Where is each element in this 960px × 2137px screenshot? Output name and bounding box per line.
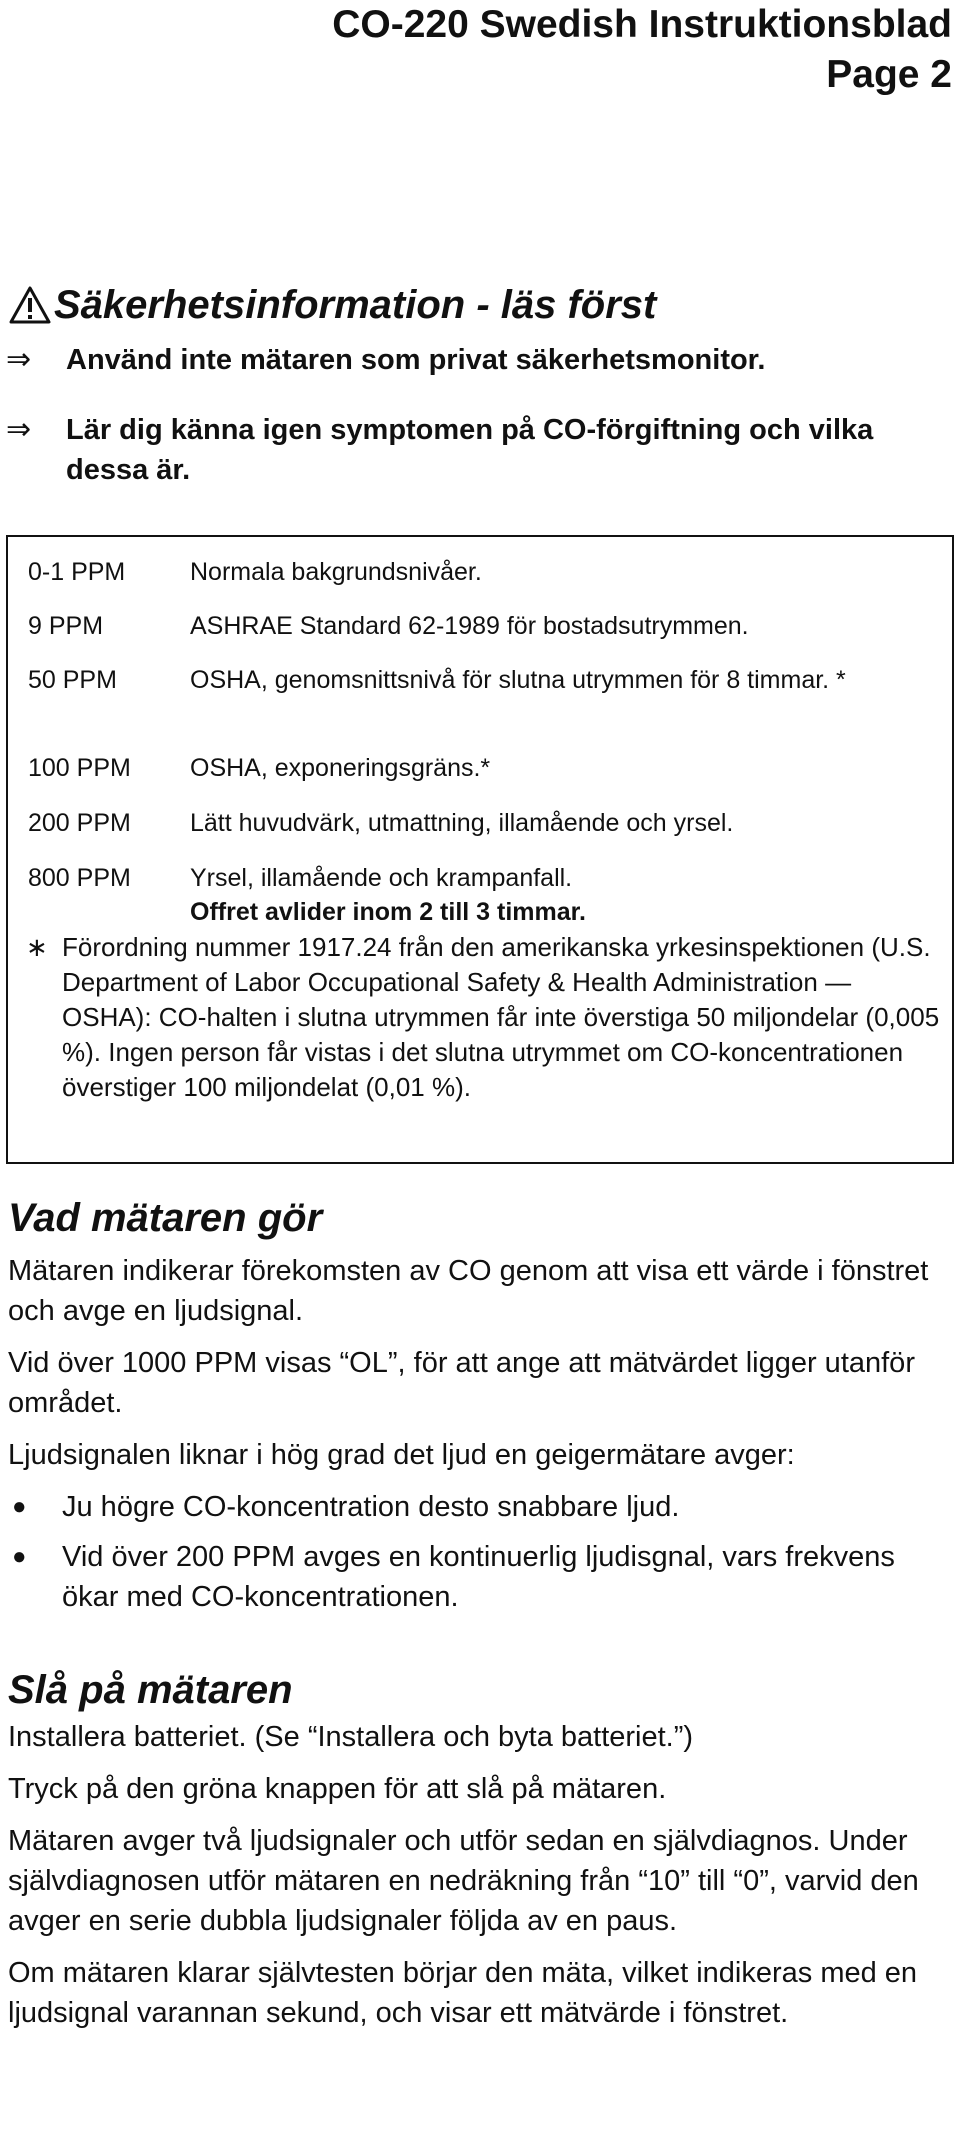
paragraph: Ljudsignalen liknar i hög grad det ljud en geigermätare avger: <box>8 1439 795 1471</box>
ppm-level: 50 PPM <box>28 666 117 694</box>
paragraph: Om mätaren klarar självtesten börjar den mäta, vilket indikeras med en ljudsignal varannan sekund, och visar ett mätvärde i fönstret. <box>8 1957 918 2029</box>
safety-title: Säkerhetsinformation - läs först <box>54 283 657 327</box>
page-header <box>332 0 952 100</box>
sla-heading: Slå på mätaren <box>8 1668 293 1712</box>
paragraph: Installera batteriet. (Se “Installera och byta batteriet.”) <box>8 1721 694 1753</box>
document-title: CO-220 Swedish Instruktionsblad <box>332 3 952 46</box>
paragraph: Mätaren avger två ljudsignaler och utför sedan en självdiagnos. Under självdiagnosen utför mätaren en nedräkning från “10” till “0”, varvid den avger en serie dubbla ljudsignaler följda av en paus. <box>8 1825 919 1937</box>
paragraph: Vid över 1000 PPM visas “OL”, för att ange att mätvärdet ligger utanför området. <box>8 1347 915 1419</box>
ppm-row <box>28 861 940 929</box>
bullet-text: Ju högre CO-koncentration desto snabbare ljud. <box>62 1491 680 1523</box>
ppm-row <box>28 751 940 785</box>
safety-item-text: Lär dig känna igen symptomen på CO-förgiftning och vilka dessa är. <box>66 414 874 486</box>
page-number: Page 2 <box>826 53 952 96</box>
ppm-description: OSHA, exponeringsgräns.* <box>190 754 491 782</box>
ppm-level: 0-1 PPM <box>28 558 126 586</box>
ppm-row <box>28 609 940 643</box>
safety-heading <box>8 282 952 328</box>
safety-item-2 <box>6 410 952 490</box>
warning-triangle-icon <box>8 285 52 325</box>
bullet-icon: ● <box>12 1543 27 1570</box>
vad-section <box>8 1195 952 1627</box>
footnote-text: Förordning nummer 1917.24 från den amerikanska yrkesinspektionen (U.S. Department of Labor Occupational Safety & Health Administration — OSHA): CO-halten i slutna utrymmen får inte överstiga 50 miljondelar (0,005 %). Ingen person får vistas i det slutna utrymmet om CO-koncentrationen överstiger 100 miljondelat (0,01 %). <box>62 932 940 1102</box>
paragraph: Tryck på den gröna knappen för att slå på mätaren. <box>8 1773 667 1805</box>
arrow-right-icon: ⇒ <box>6 343 32 376</box>
ppm-description: Lätt huvudvärk, utmattning, illamående och yrsel. <box>190 809 734 837</box>
safety-item-1 <box>6 340 952 380</box>
ppm-level: 9 PPM <box>28 612 104 640</box>
bullet-text: Vid över 200 PPM avges en kontinuerlig ljudisgnal, vars frekvens ökar med CO-koncentrationen. <box>62 1541 895 1613</box>
ppm-description: Normala bakgrundsnivåer. <box>190 558 482 586</box>
ppm-row <box>28 663 910 697</box>
ppm-level: 100 PPM <box>28 754 131 782</box>
ppm-description-text: Yrsel, illamående och krampanfall. <box>190 864 573 892</box>
vad-heading: Vad mätaren gör <box>8 1196 323 1240</box>
safety-section <box>8 282 952 328</box>
bullet-item <box>8 1537 952 1617</box>
ppm-description: ASHRAE Standard 62-1989 för bostadsutrymmen. <box>190 612 749 640</box>
ppm-row <box>28 555 940 589</box>
ppm-warning-text: Offret avlider inom 2 till 3 timmar. <box>190 898 586 926</box>
paragraph: Mätaren indikerar förekomsten av CO genom att visa ett värde i fönstret och avge en ljudsignal. <box>8 1255 929 1327</box>
sla-section <box>8 1667 952 2045</box>
arrow-right-icon: ⇒ <box>6 413 32 446</box>
safety-item-text: Använd inte mätaren som privat säkerhetsmonitor. <box>66 344 766 376</box>
ppm-row <box>28 806 940 840</box>
footnote-star: ∗ <box>26 932 48 962</box>
bullet-item <box>8 1487 952 1527</box>
ppm-description <box>190 861 940 929</box>
ppm-description: OSHA, genomsnittsnivå för slutna utrymmen för 8 timmar. * <box>190 666 846 694</box>
ppm-level: 200 PPM <box>28 809 131 837</box>
bullet-icon: ● <box>12 1493 27 1520</box>
ppm-level: 800 PPM <box>28 864 131 892</box>
